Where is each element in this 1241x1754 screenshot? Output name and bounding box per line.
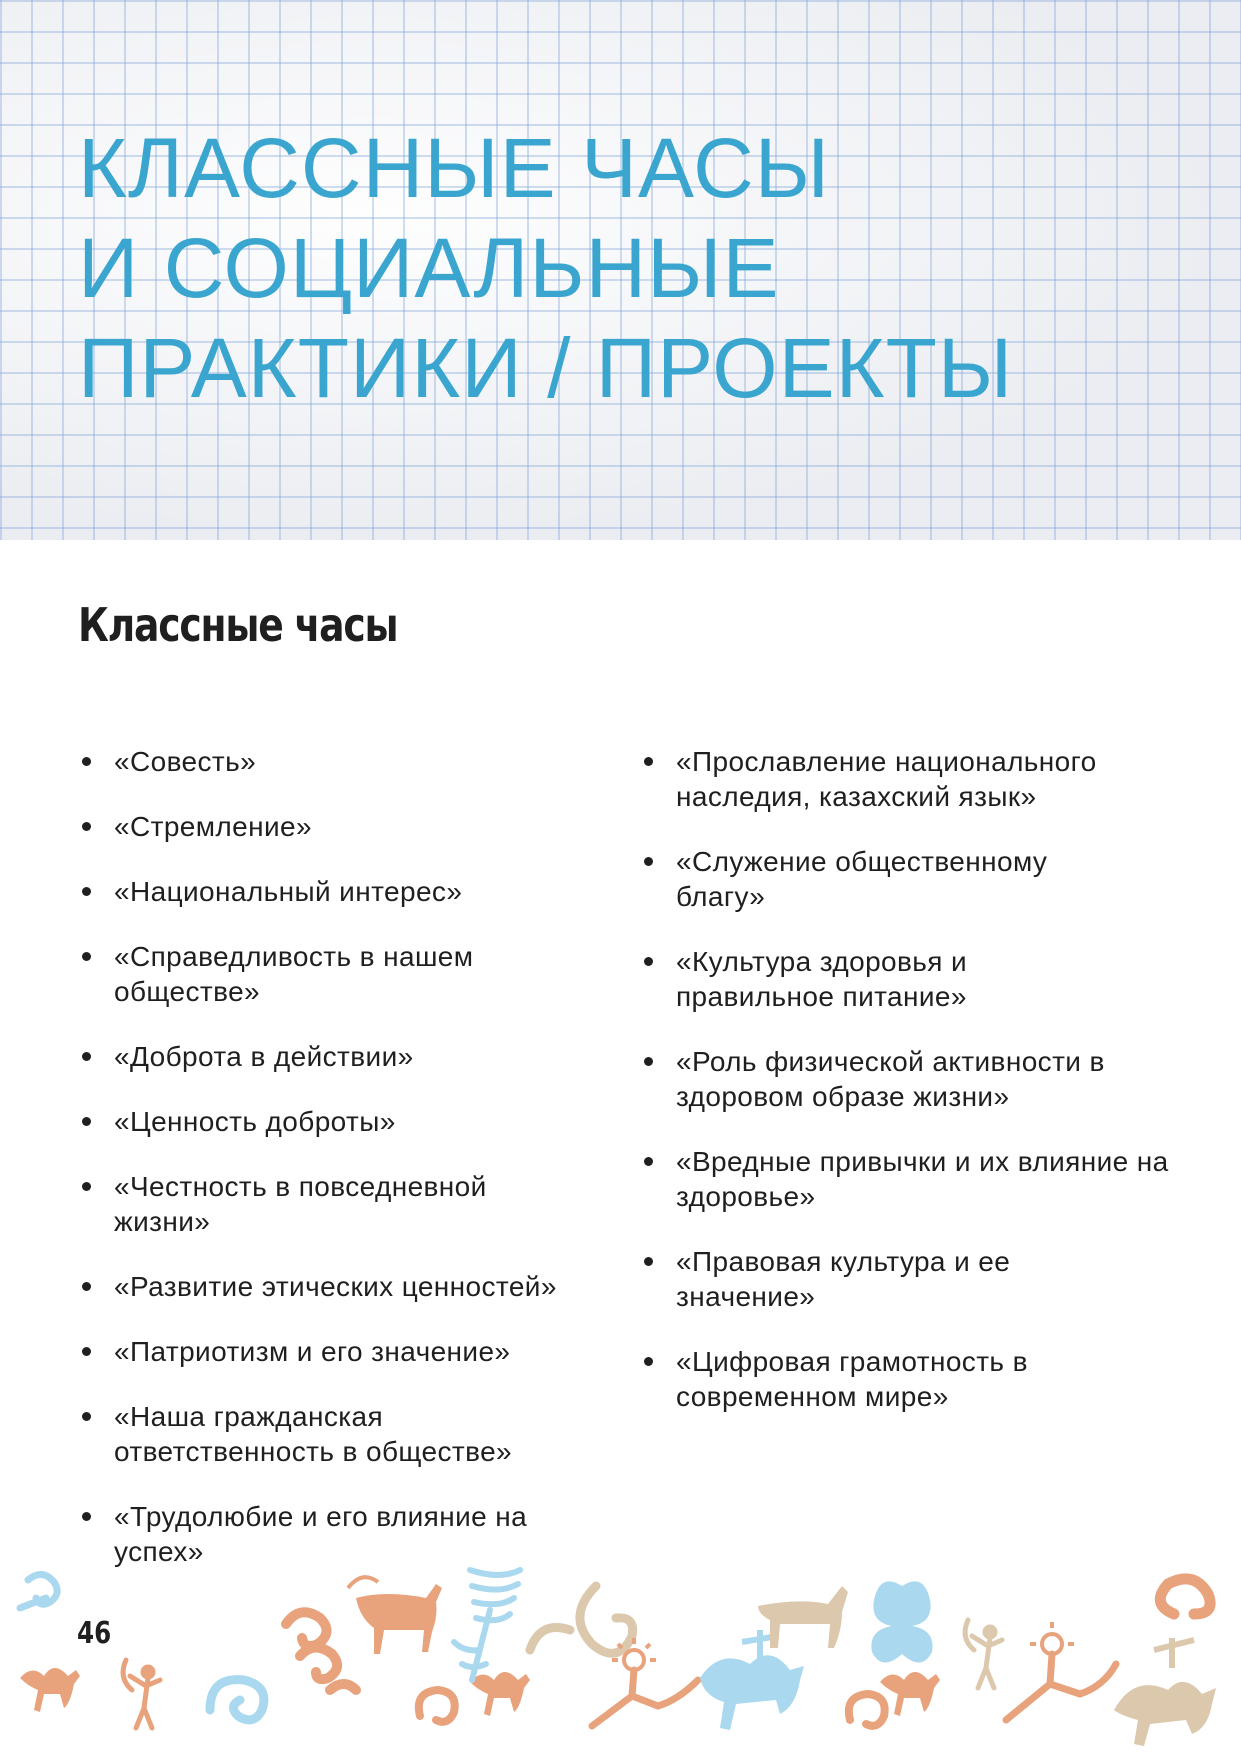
archer-icon [123,1660,160,1728]
page-title-line-3: ПРАКТИКИ / ПРОЕКТЫ [78,321,1014,415]
list-item-text: «Правовая культура и ее значение» [676,1246,1011,1312]
spiral-icon [286,1612,356,1690]
list-item [640,944,1056,1014]
fleur-icon [871,1581,932,1662]
list-item [640,1244,1096,1314]
page-title [78,118,1178,418]
list-item-text: «Трудолюбие и его влияние на успех» [114,1501,528,1567]
list-item [78,1399,584,1469]
list-item-text: «Совесть» [114,746,257,777]
bullet-icon [644,1157,653,1166]
list-item [78,809,608,844]
bullet-icon [82,952,91,961]
goat-icon [348,1577,442,1654]
list-item-text: «Цифровая грамотность в современном мире» [676,1346,1028,1412]
bullet-icon [644,1257,653,1266]
list-item [640,1044,1176,1114]
page-title-line-2: И СОЦИАЛЬНЫЕ [78,221,780,315]
list-item-text: «Служение общественному благу» [676,846,1048,912]
list-item [78,1334,608,1369]
list-item [640,1144,1216,1214]
bullet-icon [644,857,653,866]
tree-icon [454,1570,520,1680]
list-item-text: «Развитие этических ценностей» [114,1271,557,1302]
list-item [78,744,608,779]
bullet-icon [82,1347,91,1356]
list-item-text: «Национальный интерес» [114,876,463,907]
bullet-icon [82,887,91,896]
list-item-text: «Прославление национального наследия, казахский язык» [676,746,1097,812]
bullet-icon [82,1512,91,1521]
list-item-text: «Честность в повседневной жизни» [114,1171,487,1237]
camel-icon [1114,1638,1216,1746]
list-item [78,1039,608,1074]
archer-icon [965,1620,1002,1688]
list-item-text: «Доброта в действии» [114,1041,414,1072]
list-item-text: «Ценность доброты» [114,1106,396,1137]
swirl-icon [20,1574,57,1608]
bullet-icon [82,1282,91,1291]
bullet-icon [82,1117,91,1126]
list-item-text: «Патриотизм и его значение» [114,1336,511,1367]
list-item [78,1104,608,1139]
class-hours-list-right [640,744,1180,1444]
bullet-icon [82,1412,91,1421]
list-item-text: «Вредные привычки и их влияние на здоровье» [676,1146,1169,1212]
swirl-icon [1160,1579,1210,1614]
list-item-text: «Стремление» [114,811,312,842]
camel-rider-icon [700,1630,804,1730]
camel-icon [20,1668,80,1712]
petroglyph-ornament-strip [0,1560,1241,1754]
list-item-text: «Наша гражданская ответственность в обществе» [114,1401,513,1467]
bullet-icon [644,1357,653,1366]
camel-icon [880,1672,940,1716]
spiral-icon [210,1680,264,1720]
list-item [78,874,608,909]
bullet-icon [644,757,653,766]
list-item [640,744,1146,814]
list-item [78,939,534,1009]
camel-icon [470,1672,530,1716]
page-title-line-1: КЛАССНЫЕ ЧАСЫ [78,121,831,215]
bullet-icon [644,1057,653,1066]
list-item-text: «Справедливость в нашем обществе» [114,941,474,1007]
class-hours-list-left [78,744,608,1599]
sun-man-icon [1006,1622,1116,1720]
bullet-icon [82,757,91,766]
bullet-icon [82,822,91,831]
ornament-icon [530,1586,633,1653]
horse-icon [758,1586,848,1648]
bullet-icon [82,1052,91,1061]
bullet-icon [82,1182,91,1191]
list-item [78,1169,554,1239]
list-item-text: «Роль физической активности в здоровом образе жизни» [676,1046,1105,1112]
list-item [78,1499,584,1569]
list-item [640,1344,1116,1414]
list-item [78,1269,674,1304]
list-item [640,844,1116,914]
section-title: Классные часы [78,598,398,652]
page-number: 46 [77,1616,112,1651]
bullet-icon [644,957,653,966]
list-item-text: «Культура здоровья и правильное питание» [676,946,968,1012]
